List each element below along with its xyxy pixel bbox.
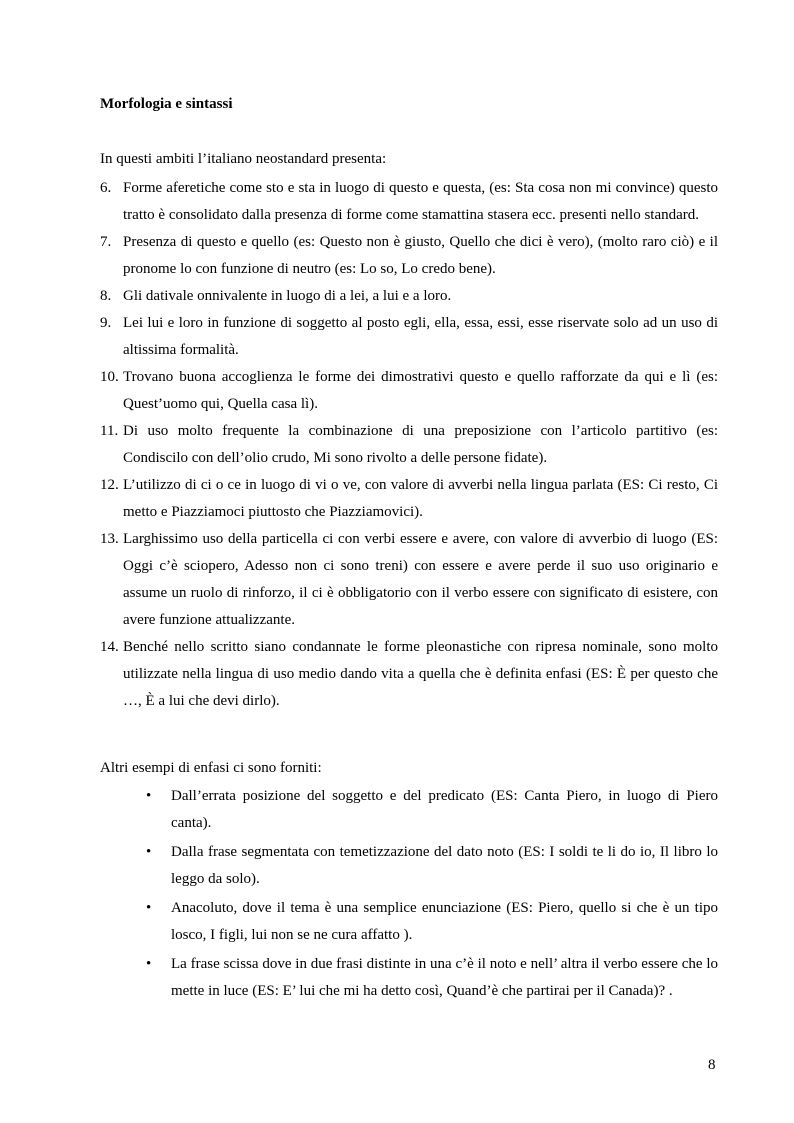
list-item: [100, 364, 718, 418]
list-item: [100, 634, 718, 715]
numbered-list: [100, 175, 718, 715]
bullet-list: [146, 783, 718, 1007]
list-item: [100, 175, 718, 229]
page-number: 8: [708, 1057, 716, 1073]
list-item: [100, 310, 718, 364]
list-item-text: Di uso molto frequente la combinazione di una preposizione con l’articolo partitivo (es: Condiscilo con dell’olio crudo, Mi sono rivolto a delle persone fidate).: [123, 423, 718, 466]
list-item-number: 11.: [100, 423, 119, 439]
bullet-icon: •: [146, 956, 152, 972]
bullet-item: [146, 783, 718, 837]
list-item-text: Gli dativale onnivalente in luogo di a lei, a lui e a loro.: [123, 288, 452, 304]
list-item-text: Presenza di questo e quello (es: Questo non è giusto, Quello che dici è vero), (molto raro ciò) e il pronome lo con funzione di neutro (es: Lo so, Lo credo bene).: [123, 234, 718, 277]
list-item: [100, 229, 718, 283]
list-item: [100, 283, 718, 310]
list-item: [100, 472, 718, 526]
list-item: [100, 526, 718, 634]
list-item-number: 12.: [100, 477, 119, 493]
bullet-item-text: Anacoluto, dove il tema è una semplice enunciazione (ES: Piero, quello si che è un tipo losco, I figli, lui non se ne cura affatto ).: [171, 900, 718, 943]
list-item: [100, 418, 718, 472]
bullet-icon: •: [146, 900, 152, 916]
bullet-item: [146, 951, 718, 1005]
bullet-item: [146, 839, 718, 893]
list-item-text: Larghissimo uso della particella ci con verbi essere e avere, con valore di avverbio di luogo (ES: Oggi c’è sciopero, Adesso non ci sono treni) con essere e avere perde il suo uso originario e assume un ruolo di rinforzo, il ci è obbligatorio con il verbo essere con significato di esistere, con avere funzione attualizzante.: [123, 531, 718, 628]
bullet-item-text: La frase scissa dove in due frasi distinte in una c’è il noto e nell’ altra il verbo essere che lo mette in luce (ES: E’ lui che mi ha detto così, Quand’è che partirai per il Canada)? .: [171, 956, 718, 999]
list-item-text: Benché nello scritto siano condannate le forme pleonastiche con ripresa nominale, sono molto utilizzate nella lingua di uso medio dando vita a quella che è definita enfasi (ES: È per questo che …, È a lui che devi dirlo).: [123, 639, 718, 709]
list-item-number: 10.: [100, 369, 119, 385]
list-item-number: 9.: [100, 315, 112, 331]
bullet-icon: •: [146, 844, 152, 860]
intro-paragraph: In questi ambiti l’italiano neostandard presenta:: [100, 151, 387, 167]
bullet-icon: •: [146, 788, 152, 804]
list-item-number: 8.: [100, 288, 112, 304]
bullet-item-text: Dall’errata posizione del soggetto e del predicato (ES: Canta Piero, in luogo di Piero canta).: [171, 788, 718, 831]
section-heading: Morfologia e sintassi: [100, 96, 233, 112]
enfasi-intro-paragraph: Altri esempi di enfasi ci sono forniti:: [100, 760, 322, 776]
list-item-text: Trovano buona accoglienza le forme dei dimostrativi questo e quello rafforzate da qui e lì (es: Quest’uomo qui, Quella casa lì).: [123, 369, 718, 412]
list-item-text: L’utilizzo di ci o ce in luogo di vi o ve, con valore di avverbi nella lingua parlata (ES: Ci resto, Ci metto e Piazziamoci piuttosto che Piazziamovici).: [123, 477, 718, 520]
bullet-item: [146, 895, 718, 949]
list-item-text: Lei lui e loro in funzione di soggetto al posto egli, ella, essa, essi, esse riservate solo ad un uso di altissima formalità.: [123, 315, 718, 358]
list-item-text: Forme aferetiche come sto e sta in luogo di questo e questa, (es: Sta cosa non mi convince) questo tratto è consolidato dalla presenza di forme come stamattina stasera ecc. presenti nello standard.: [123, 180, 718, 223]
list-item-number: 14.: [100, 639, 119, 655]
list-item-number: 6.: [100, 180, 112, 196]
list-item-number: 13.: [100, 531, 119, 547]
bullet-item-text: Dalla frase segmentata con temetizzazione del dato noto (ES: I soldi te li do io, Il libro lo leggo da solo).: [171, 844, 718, 887]
list-item-number: 7.: [100, 234, 112, 250]
